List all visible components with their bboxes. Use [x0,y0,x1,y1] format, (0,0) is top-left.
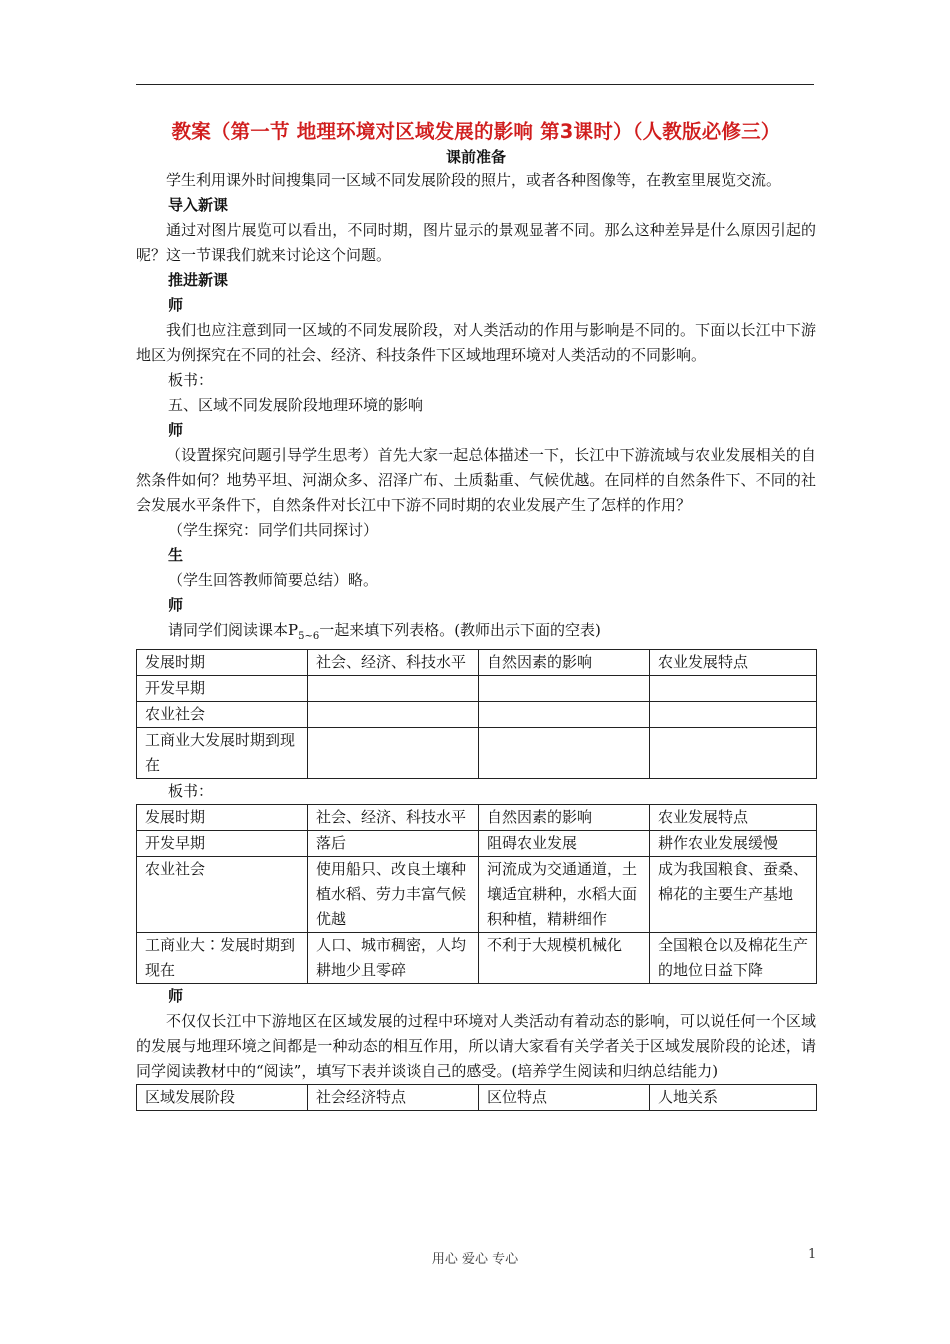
table-header-cell: 社会经济特点 [308,1085,479,1111]
table-cell [650,728,817,779]
table-cell: 不利于大规模机械化 [479,933,650,984]
table-header-cell: 社会、经济、科技水平 [308,650,479,676]
table-cell [308,676,479,702]
intro-heading: 导入新课 [168,196,229,214]
header-rule [136,84,814,85]
table-header-cell: 社会、经济、科技水平 [308,805,479,831]
board-item: 五、区域不同发展阶段地理环境的影响 [168,396,424,414]
table-cell [308,702,479,728]
table-cell: 成为我国粮食、蚕桑、棉花的主要生产基地 [650,857,817,933]
table-cell: 阻碍农业发展 [479,831,650,857]
table-cell: 农业社会 [137,702,308,728]
table-cell: 使用船只、改良土壤种植水稻、劳力丰富气候优越 [308,857,479,933]
empty-table [136,649,817,779]
intro-paragraph: 通过对图片展览可以看出，不同时期，图片显示的景观显著不同。那么这种差异是什么原因引起的呢？这一节课我们就来讨论这个问题。 [136,221,816,264]
advance-heading: 推进新课 [168,271,229,289]
table-header-cell: 农业发展特点 [650,805,817,831]
table-cell [479,702,650,728]
table-header-cell: 人地关系 [650,1085,817,1111]
table-row [137,933,817,984]
table-row [137,702,817,728]
table-header-cell: 自然因素的影响 [479,650,650,676]
table-header-cell: 农业发展特点 [650,650,817,676]
table-header-row [137,805,817,831]
table-header-row [137,1085,817,1111]
document-title: 教案（第一节 地理环境对区域发展的影响 第3课时）（人教版必修三） [171,120,781,143]
table-cell: 落后 [308,831,479,857]
table-cell: 耕作农业发展缓慢 [650,831,817,857]
table-header-cell: 区域发展阶段 [137,1085,308,1111]
prep-paragraph: 学生利用课外时间搜集同一区域不同发展阶段的照片，或者各种图像等，在教室里展览交流。 [166,171,782,189]
teacher-label: 师 [168,296,184,314]
table-cell: 人口、城市稠密，人均耕地少且零碎 [308,933,479,984]
stage-table [136,1084,817,1111]
student-label: 生 [168,546,184,564]
table-cell: 开发早期 [137,676,308,702]
table-cell: 开发早期 [137,831,308,857]
table-cell: 工商业大发展时期到现在 [137,728,308,779]
table-cell [479,728,650,779]
table-cell [308,728,479,779]
teacher-label: 师 [168,421,184,439]
explore-note: （学生探究：同学们共同探讨） [168,521,379,539]
table-cell [650,676,817,702]
table-header-cell: 发展时期 [137,650,308,676]
table-header-cell: 自然因素的影响 [479,805,650,831]
board-label: 板书： [168,371,214,389]
teacher-label: 师 [168,987,184,1005]
table-row [137,831,817,857]
table-cell: 河流成为交通通道，土壤适宜耕种，水稻大面积种植，精耕细作 [479,857,650,933]
board-label: 板书： [168,782,214,800]
table-cell [479,676,650,702]
table-cell: 全国粮仓以及棉花生产的地位日益下降 [650,933,817,984]
prep-heading: 课前准备 [445,148,506,166]
teacher-label: 师 [168,596,184,614]
table-cell: 工商业大∶发展时期到现在 [137,933,308,984]
board-table [136,804,817,984]
student-paragraph: （学生回答教师简要总结）略。 [168,571,379,589]
table-header-cell: 发展时期 [137,805,308,831]
table-row [137,728,817,779]
table-header-row [137,650,817,676]
page-number: 1 [808,1247,817,1262]
teacher-instruction: 请同学们阅读课本$P_{5\sim 6}$一起来填下列表格。(教师出示下面的空表) [168,621,601,642]
document-body [136,118,816,1111]
teacher-paragraph: （设置探究问题引导学生思考）首先大家一起总体描述一下，长江中下游流域与农业发展相关的自然条件如何？地势平坦、河湖众多、沼泽广布、土质黏重、气候优越。在同样的自然条件下、不同的社会发展水平条件下，自然条件对长江中下游不同时期的农业发展产生了怎样的作用？ [136,446,816,514]
table-row [137,676,817,702]
teacher-paragraph: 不仅仅长江中下游地区在区域发展的过程中环境对人类活动有着动态的影响，可以说任何一个区域的发展与地理环境之间都是一种动态的相互作用，所以请大家看有关学者关于区域发展阶段的论述，请同学阅读教材中的“阅读”，填写下表并谈谈自己的感受。(培养学生阅读和归纳总结能力) [136,1012,816,1080]
table-header-cell: 区位特点 [479,1085,650,1111]
table-cell [650,702,817,728]
page-footer: 用心 爱心 专心 [431,1252,519,1267]
table-cell: 农业社会 [137,857,308,933]
table-row [137,857,817,933]
teacher-paragraph: 我们也应注意到同一区域的不同发展阶段，对人类活动的作用与影响是不同的。下面以长江中下游地区为例探究在不同的社会、经济、科技条件下区域地理环境对人类活动的不同影响。 [136,321,816,364]
